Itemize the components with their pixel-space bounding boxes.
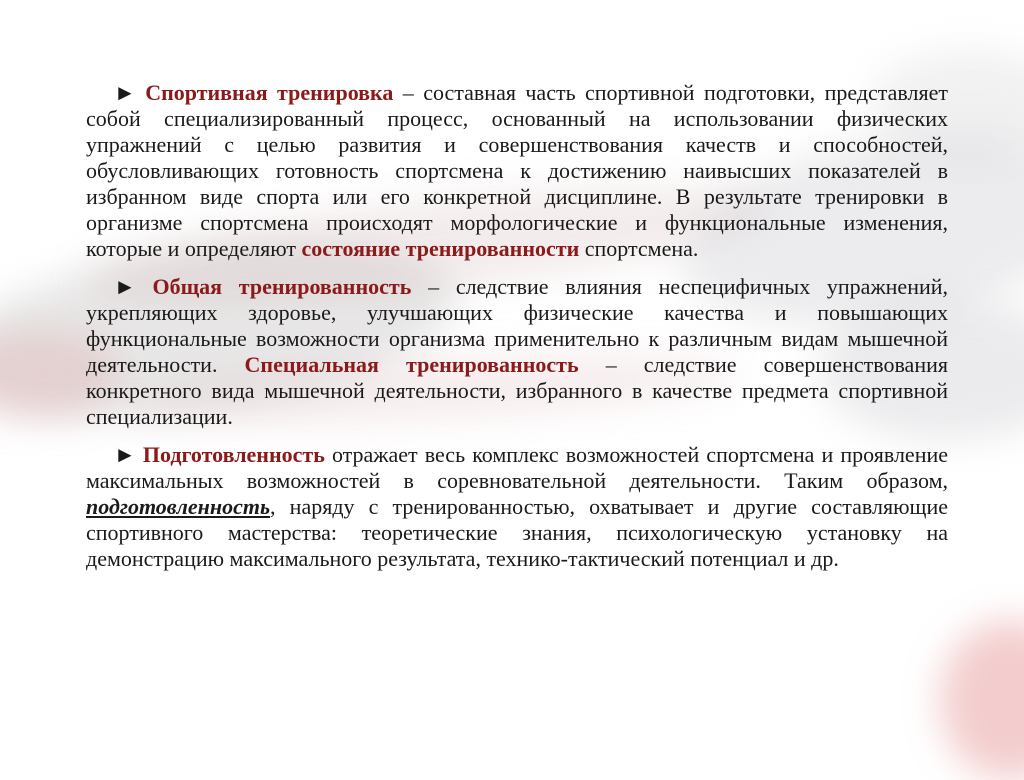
paragraph-sport-training	[86, 80, 948, 262]
bullet-arrow-icon: ►	[114, 442, 143, 467]
paragraph-text: спортсмена.	[579, 236, 699, 261]
paragraph-text: отражает весь комплекс возможностей спортсмена и проявление максимальных возможностей в соревновательной деятельности. Таким образом,	[86, 442, 949, 493]
background-streak	[940, 620, 1024, 780]
term-general-training: Общая тренированность	[152, 274, 412, 299]
paragraph-text: , наряду с тренированностью, охватывает и другие составляющие спортивного мастерства: теоретические знания, психологическую установку на демонстрацию максимального результата, технико-тактический потенциал и др.	[86, 494, 948, 571]
paragraph-preparedness	[86, 442, 948, 572]
paragraph-text: – следствие совершенствования конкретного вида мышечной деятельности, избранного в качестве предмета спортивной специализации.	[86, 352, 948, 429]
paragraph-text: – следствие влияния неспецифичных упражнений, укрепляющих здоровье, улучшающих физические качества и повышающих функциональные возможности организма применительно к различным видам мышечной деятельности.	[86, 274, 949, 377]
term-preparedness-emphasis: подготовленность	[86, 494, 271, 519]
term-special-training: Специальная тренированность	[244, 352, 579, 377]
term-preparedness: Подготовленность	[142, 442, 325, 467]
bullet-arrow-icon: ►	[114, 274, 153, 299]
term-training-state: состояние тренированности	[301, 236, 580, 261]
paragraph-general-training	[86, 274, 948, 430]
bullet-arrow-icon: ►	[114, 80, 146, 105]
paragraph-text: – составная часть спортивной подготовки, представляет собой специализированный процесс, основанный на использовании физических упражнений с целью развития и совершенствования качеств и способностей, обусловливающих готовность спортсмена к достижению наивысших показателей в избранном виде спорта или его конкретной дисциплине. В результате тренировки в организме спортсмена происходят морфологические и функциональные изменения, которые и определяют	[86, 80, 949, 261]
term-sport-training: Спортивная тренировка	[145, 80, 394, 105]
slide-content	[86, 80, 948, 584]
